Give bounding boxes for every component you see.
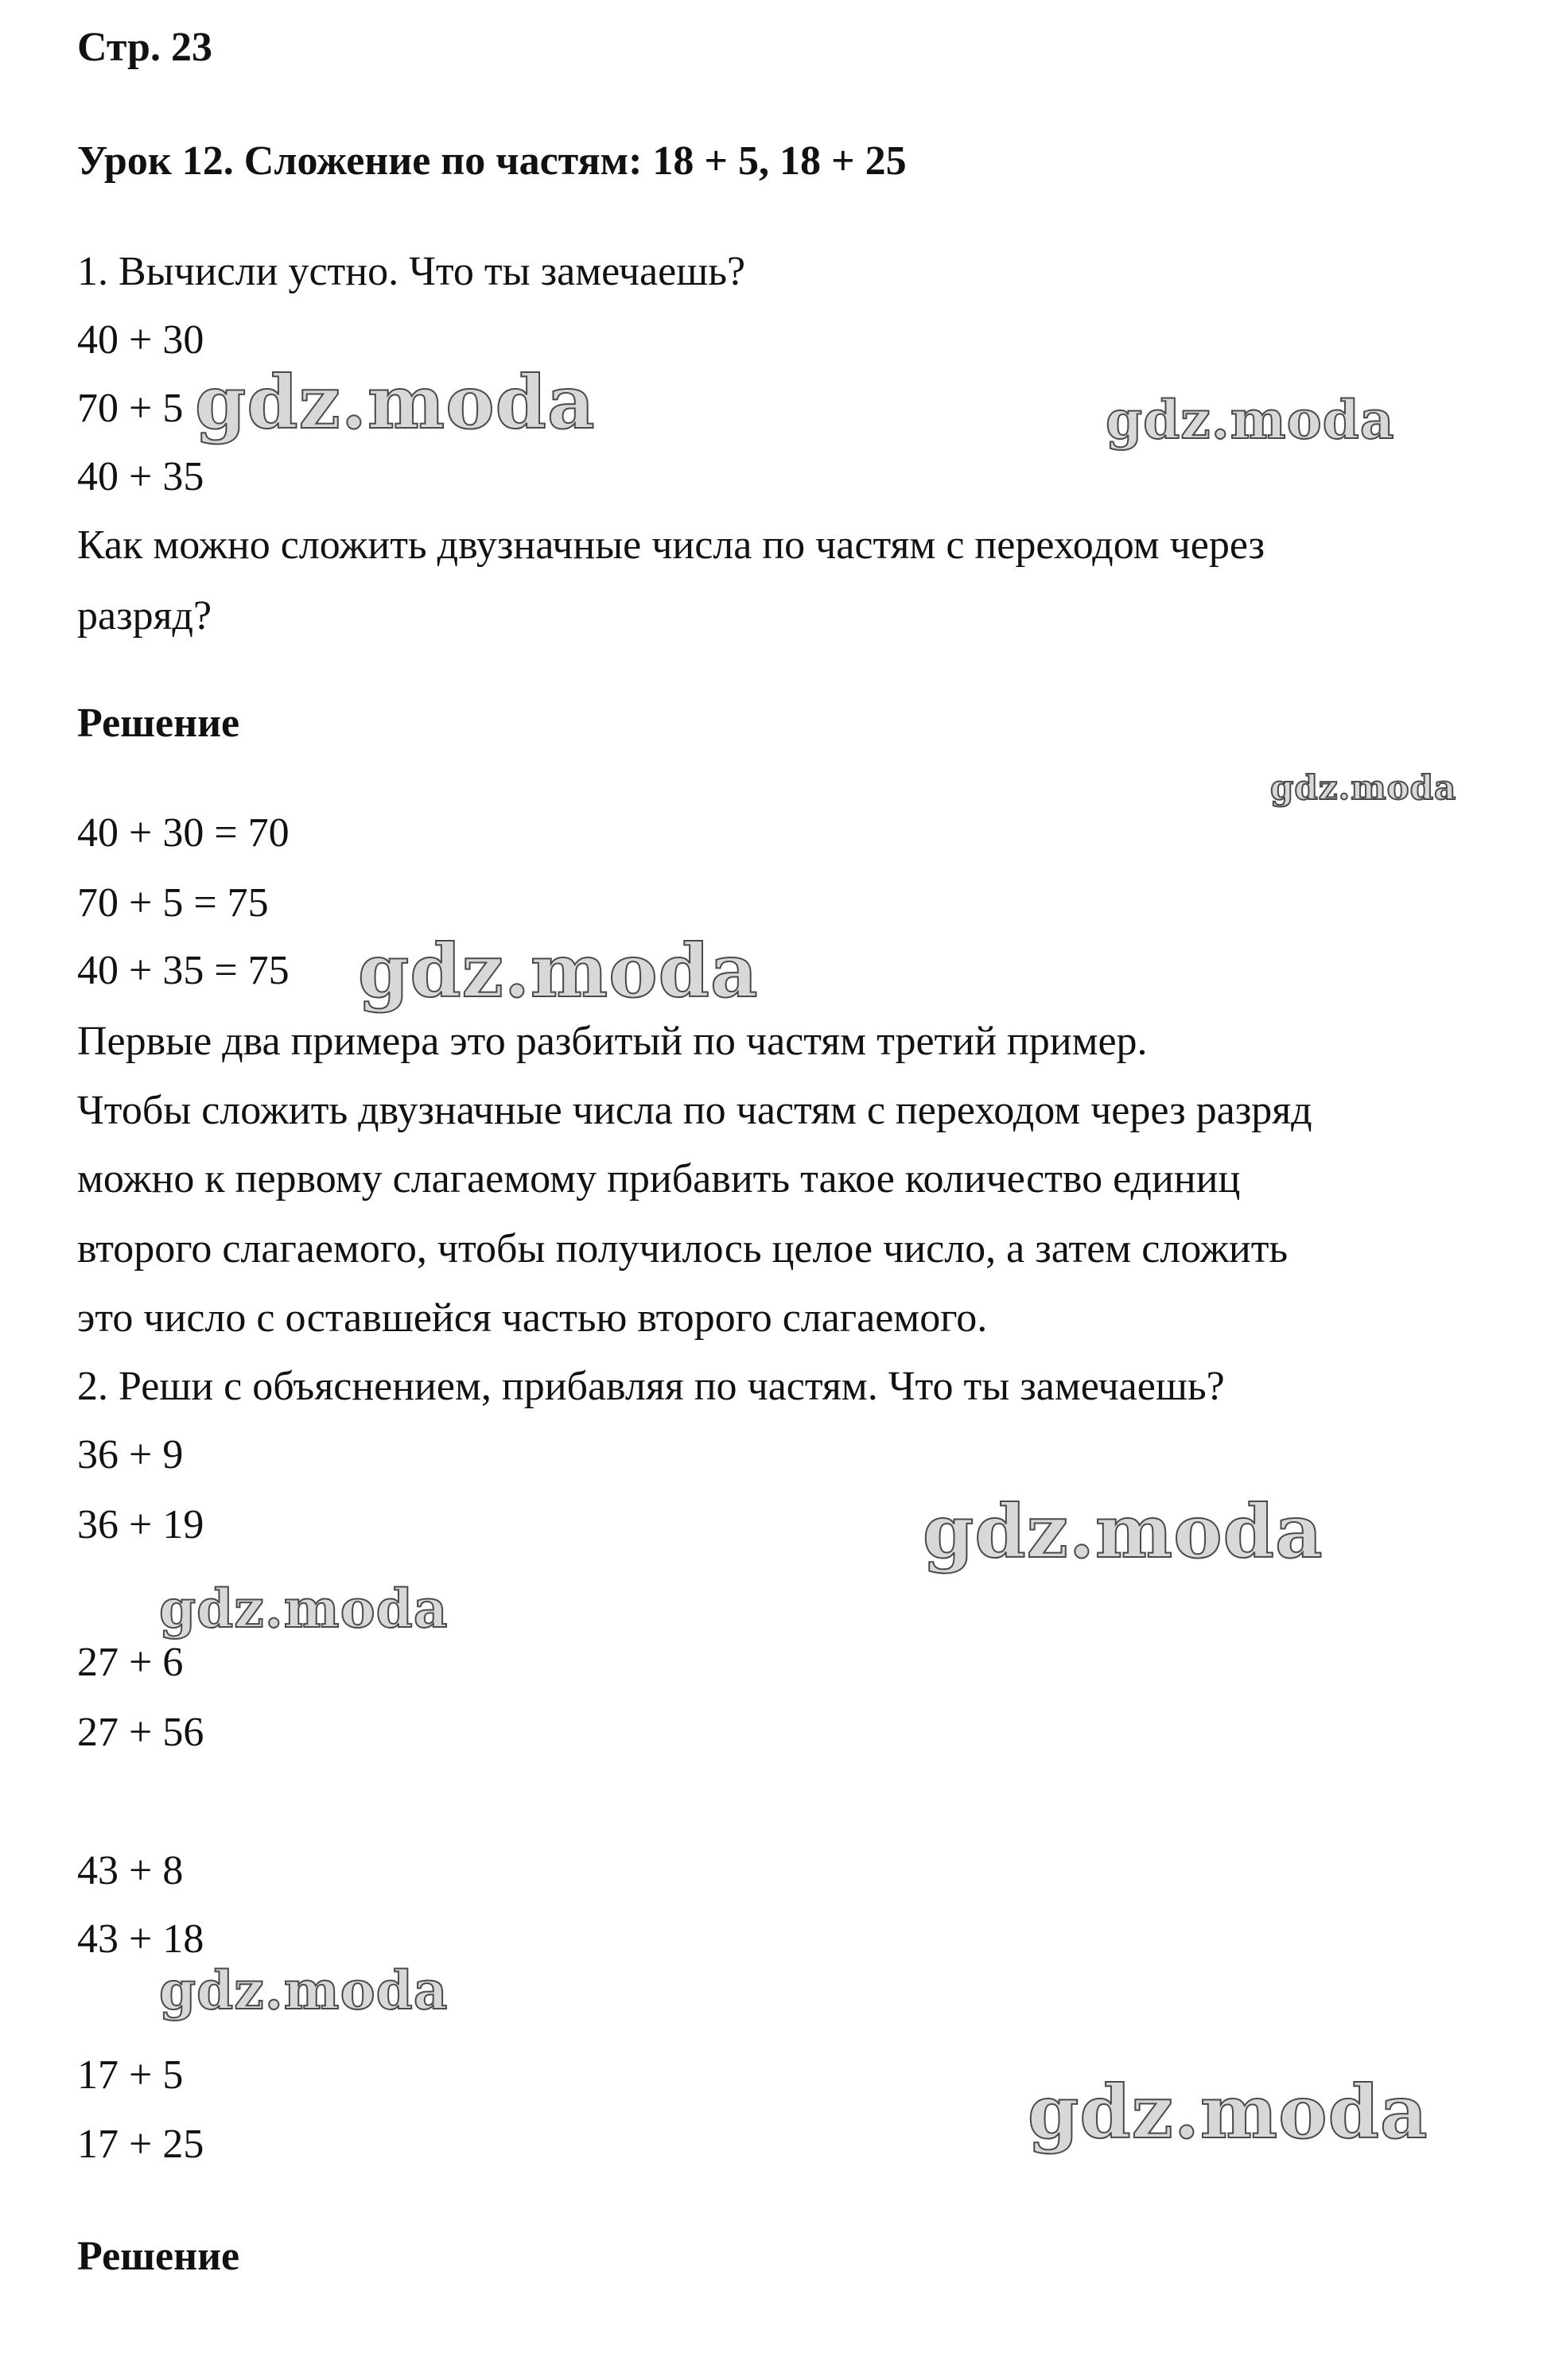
task1-expr: 40 + 30 [77,317,204,363]
task1-question: разряд? [77,593,212,639]
watermark: gdz.moda [358,928,759,1014]
solution1-answer: 40 + 30 = 70 [77,810,290,856]
task1-expr: 70 + 5 [77,386,184,431]
watermark: gdz.moda [159,1959,449,2021]
task2-expr: 43 + 8 [77,1848,184,1893]
watermark: gdz.moda [159,1578,449,1640]
lesson-title: Урок 12. Сложение по частям: 18 + 5, 18 + 25 [77,138,907,184]
watermark: gdz.moda [1028,2069,1429,2155]
task1-prompt: 1. Вычисли устно. Что ты замечаешь? [77,249,746,294]
task2-expr: 27 + 6 [77,1640,184,1685]
solution1-text: Чтобы сложить двузначные числа по частям с переходом через разряд [77,1088,1312,1133]
watermark: gdz.moda [195,359,596,445]
watermark: gdz.moda [923,1489,1324,1574]
solution2-heading: Решение [77,2234,240,2279]
watermark: gdz.moda [1106,389,1395,451]
task1-question: Как можно сложить двузначные числа по частям с переходом через [77,522,1265,568]
task2-prompt: 2. Реши с объяснением, прибавляя по частям. Что ты замечаешь? [77,1364,1225,1409]
solution1-text: Первые два примера это разбитый по частям третий пример. [77,1019,1148,1064]
task2-expr: 36 + 9 [77,1432,184,1477]
page-label: Стр. 23 [77,25,212,70]
solution1-text: можно к первому слагаемому прибавить такое количество единиц [77,1156,1241,1202]
task2-expr: 17 + 25 [77,2122,204,2167]
task2-expr: 43 + 18 [77,1916,204,1962]
task2-expr: 17 + 5 [77,2052,184,2098]
task1-expr: 40 + 35 [77,454,204,499]
task2-expr: 36 + 19 [77,1502,204,1547]
solution1-heading: Решение [77,701,240,746]
watermark: gdz.moda [1270,768,1457,807]
solution1-text: второго слагаемого, чтобы получилось целое число, а затем сложить [77,1226,1289,1272]
solution1-text: это число с оставшейся частью второго слагаемого. [77,1295,988,1341]
solution1-answer: 70 + 5 = 75 [77,880,269,926]
solution1-answer: 40 + 35 = 75 [77,948,290,993]
task2-expr: 27 + 56 [77,1710,204,1755]
